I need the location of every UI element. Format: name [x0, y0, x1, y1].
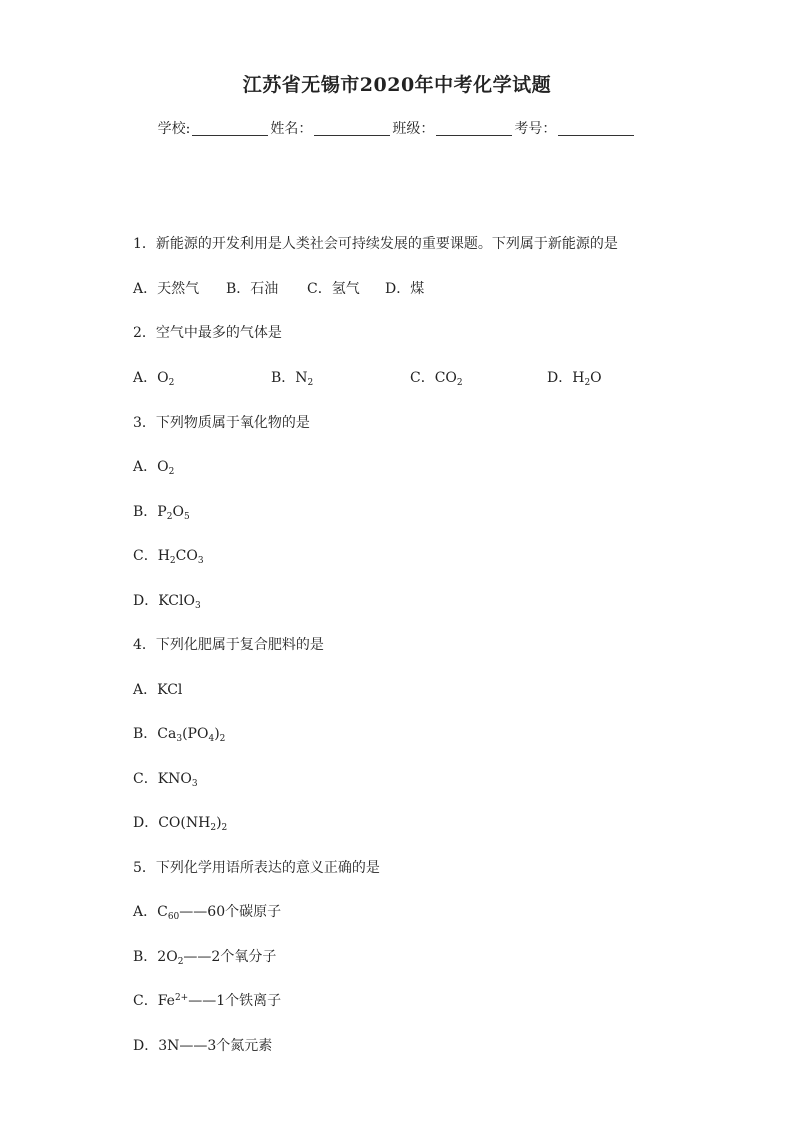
q2-option-c: C．$CO_2$: [410, 370, 463, 388]
name-blank: [314, 121, 390, 136]
class-blank: [436, 121, 512, 136]
q5-option-b: B．$2O_2——2$个氧分子: [133, 949, 277, 967]
q4-option-d: D．$CO(NH_2)_2$: [133, 815, 228, 833]
q5-option-d: D．3N——3个氮元素: [133, 1038, 273, 1054]
question-1-options: [133, 278, 424, 298]
q3-option-c: C．$H_2CO_3$: [133, 548, 204, 566]
q3-option-d: D．KClO$_3$: [133, 593, 201, 611]
question-2-options: [133, 367, 602, 387]
q1-option-b: B．石油: [226, 281, 279, 297]
school-blank: [192, 121, 268, 136]
q2-option-a: A．$O_2$: [133, 370, 175, 388]
q4-option-b: B．$Ca_3(PO_4)_2$: [133, 726, 226, 744]
exam-no-blank: [558, 121, 634, 136]
q1-option-d: D．煤: [385, 281, 425, 297]
q5-option-a: A．$C_{60}——60$个碳原子: [133, 904, 282, 922]
q3-option-a: A．$O_2$: [133, 459, 175, 477]
question-1-stem: 1．新能源的开发利用是人类社会可持续发展的重要课题。下列属于新能源的是: [133, 236, 618, 252]
page-title: 江苏省无锡市2020年中考化学试题: [242, 74, 552, 96]
q1-option-a: A．天然气: [133, 281, 200, 297]
question-4-stem: 4．下列化肥属于复合肥料的是: [133, 637, 324, 653]
q5-option-c: C．$Fe^{2+}——1$个铁离子: [133, 993, 282, 1009]
student-info-row: [0, 118, 794, 138]
q4-option-a: A．KCl: [133, 682, 183, 698]
q2-option-d: D．$H_2O$: [547, 370, 602, 388]
class-label: 班级：: [392, 121, 435, 137]
school-label: 学校:: [157, 121, 191, 137]
exam-no-label: 考号：: [514, 121, 557, 137]
q4-option-c: C．$KNO_3$: [133, 771, 198, 789]
q3-option-b: B．$P_2O_5$: [133, 504, 190, 522]
q1-option-c: C．氢气: [307, 281, 360, 297]
q2-option-b: B．$N_2$: [271, 370, 314, 388]
question-5-stem: 5．下列化学用语所表达的意义正确的是: [133, 860, 380, 876]
name-label: 姓名：: [270, 121, 313, 137]
question-2-stem: 2．空气中最多的气体是: [133, 325, 282, 341]
question-3-stem: 3．下列物质属于氧化物的是: [133, 415, 310, 431]
